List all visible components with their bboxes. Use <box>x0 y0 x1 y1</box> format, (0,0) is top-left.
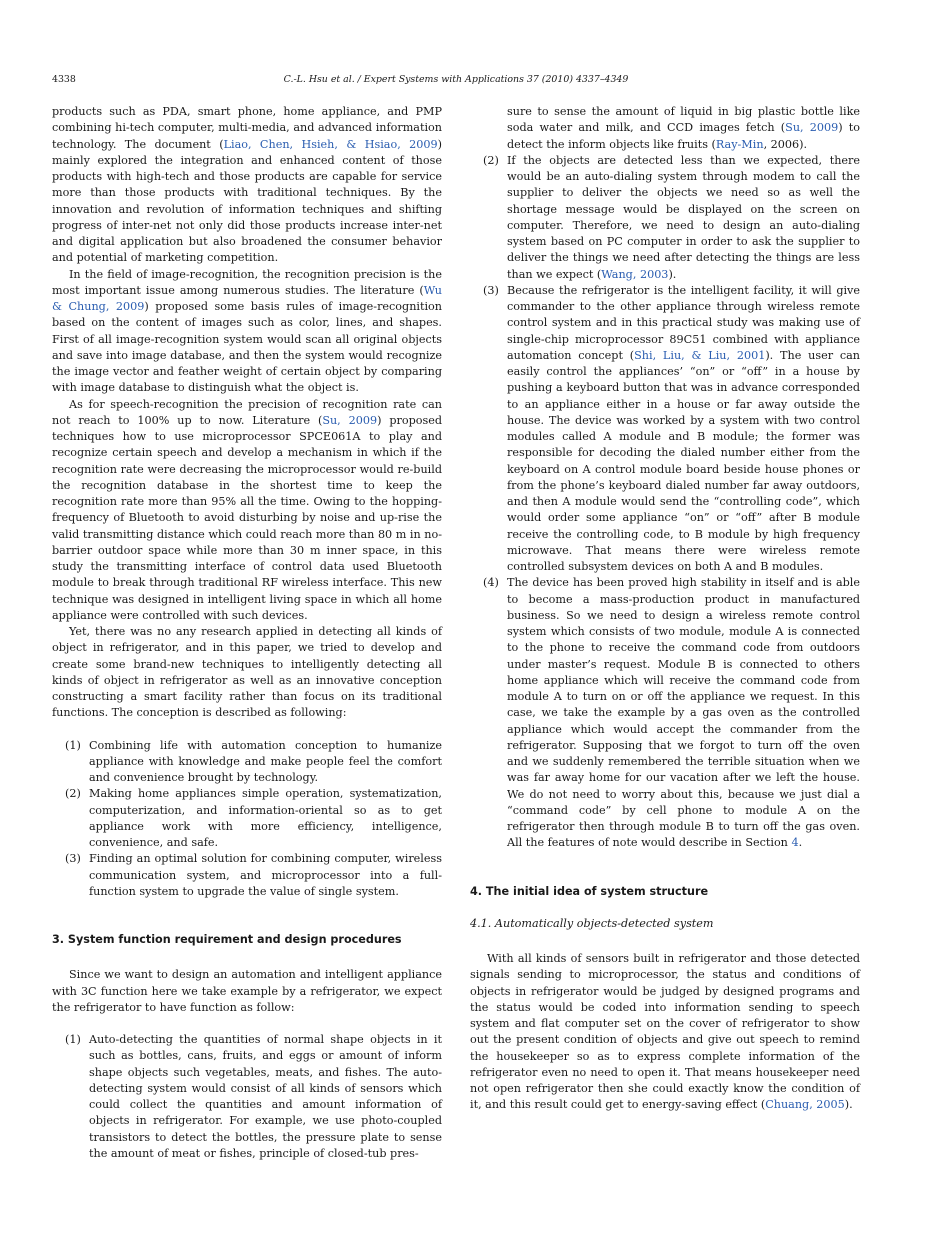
right-column <box>470 104 860 1114</box>
text: If the objects are detected less than we expected, there would be an auto-dialing system through modem to call the supplier to deliver the objects we need so as well the shortage message would be displayed on the screen on computer. Therefore, we need to design an auto-dialing system based on PC computer in order to ask the supplier to deliver the things we need after detecting the things are less than we expect ( <box>507 153 860 281</box>
section-link[interactable]: 4 <box>791 836 799 850</box>
list-number: (2) <box>65 787 81 801</box>
section-heading: 4. The initial idea of system structure <box>470 884 709 898</box>
citation-link[interactable]: Su, 2009 <box>322 413 378 427</box>
text: . <box>798 836 803 850</box>
list-number: (3) <box>483 283 499 297</box>
list-text: Auto-detecting the quantities of normal shape objects in it such as bottles, cans, fruits, and eggs or amount of inform shape objects such vegetables, meats, and fishes. The auto-detecting system would consist of all kinds of sensors which could collect the quantities and amount information of objects in refrigerator. For example, we use photo-coupled transistors to detect the bottles, the pressure plate to sense the amount of meat or fishes, principle of closed-tub pres- <box>89 1033 442 1160</box>
text: ) mainly explored the integration and enhanced content of those products with high-tech and those products are capable for service more than those products with traditional techniques. By the innovation and revolution of information techniques and shifting progress of inter-net not only did those products increase inter-net and digital application but also broadened the consumer behavior and potential of marketing competition. <box>52 137 442 265</box>
text: sure to sense the amount of liquid in big plastic bottle like soda water and milk, and CCD images fetch ( <box>507 105 860 135</box>
list-item <box>52 851 442 900</box>
page-header <box>52 73 860 87</box>
list-text: Combining life with automation conception to humanize appliance with knowledge and make people feel the comfort and convenience brought by technology. <box>89 738 442 784</box>
list-number: (1) <box>65 738 81 752</box>
list-item <box>52 1032 442 1162</box>
text: With all kinds of sensors built in refrigerator and those detected signals sending to microprocessor, the status and conditions of objects in refrigerator would be judged by designed programs and the status would be coded into information sending to speech system and flat computer set on the cover of refrigerator to show out the present condition of objects and give out speech to remind the housekeeper so as to express complete information of the refrigerator even no need to open it. That means housekeeper need not open refrigerator then she could exactly know the condition of it, and this result could get to energy-saving effect ( <box>470 952 860 1112</box>
list-number: (4) <box>483 576 499 590</box>
citation-link[interactable]: Chuang, 2005 <box>765 1098 845 1112</box>
text: The device has been proved high stability in itself and is able to become a mass-production product in manufactured business. So we need to design a wireless remote control system which consists of two module, module A is connected to the phone to receive the command code from outdoors under master’s request. Module B is connected to others home appliance which will receive the command code from module A to turn on or off the appliance we request. In this case, we take the example by a gas oven as the controlled appliance which would accept the commander from the refrigerator. Supposing that we forgot to turn off the oven and we suddenly remembered the terrible situation when we was far away home for our vacation after we left the house. We do not need to worry about this, because we just dial a “command code” by cell phone to module A on the refrigerator then through module B to turn off the gas oven. All the features of note would describe in Section <box>507 576 860 850</box>
subsection-heading: 4.1. Automatically objects-detected system <box>470 916 714 930</box>
citation-link[interactable]: Wu & Chung, 2009 <box>52 283 442 313</box>
running-head: C.-L. Hsu et al. / Expert Systems with Applications 37 (2010) 4337–4349 <box>283 74 629 85</box>
paragraph <box>52 397 442 625</box>
list-number: (3) <box>65 852 81 866</box>
text: products such as PDA, smart phone, home appliance, and PMP combining hi-tech computer, multi-media, and advanced information technology. The document ( <box>52 105 442 151</box>
list-number: (2) <box>483 153 499 167</box>
paragraph <box>470 951 860 1114</box>
requirement-list-continued <box>470 104 860 852</box>
citation-link[interactable]: Liao, Chen, Hsieh, & Hsiao, 2009 <box>223 137 438 151</box>
text: ) proposed techniques how to use microprocessor SPCE061A to play and recognize certain speech and develop a mechanism in which if the recognition rate were decreasing the microprocessor would re-build the recognition database in the shortest time to keep the recognition rate more than 95% all the time. Owing to the hopping-frequency of Bluetooth to avoid disturbing by noise and up-rise the valid transmitting distance which could reach more than 80 m in no-barrier outdoor space while more than 30 m inner space, in this study the transmitting interface of control data used Bluetooth module to break through traditional RF wireless interface. This new technique was designed in intelligent living space in which all home appliance were controlled with such devices. <box>52 413 443 622</box>
citation-link[interactable]: Ray-Min <box>715 137 764 151</box>
text: In the field of image-recognition, the recognition precision is the most important issue among numerous studies. The literature ( <box>52 267 442 297</box>
paragraph <box>52 267 442 397</box>
paragraph: Since we want to design an automation and intelligent appliance with 3C function here we take example by a refrigerator, we expect the refrigerator to have function as follow: <box>52 968 442 1014</box>
text: ) to detect the inform objects like fruits ( <box>507 121 861 151</box>
text: Because the refrigerator is the intelligent facility, it will give commander to the other appliance through wireless remote control system and in this practical study was making use of single-chip microprocessor 89C51 combined with appliance automation concept ( <box>507 283 860 362</box>
conception-list <box>52 738 442 901</box>
list-item <box>52 738 442 787</box>
page-number: 4338 <box>52 74 76 85</box>
list-number: (1) <box>65 1033 81 1046</box>
citation-link[interactable]: Wang, 2003 <box>601 267 669 281</box>
list-text: Making home appliances simple operation, systematization, computerization, and information-oriental so as to get appliance work with more efficiency, intelligence, convenience, and safe. <box>89 787 442 849</box>
text: ). <box>844 1098 853 1112</box>
list-item <box>52 786 442 851</box>
paragraph: Yet, there was no any research applied in detecting all kinds of object in refrigerator, and in this paper, we tried to develop and create some brand-new techniques to intelligently detecting all kinds of object in refrigerator as well as an innovative conception constructing a smart facility rather than focus on its traditional functions. The conception is described as following: <box>52 625 442 720</box>
section-heading: 3. System function requirement and design procedures <box>52 933 402 946</box>
left-column <box>52 104 442 1162</box>
citation-link[interactable]: Su, 2009 <box>785 121 839 135</box>
text: ) proposed some basis rules of image-recognition based on the content of images such as color, lines, and shapes. First of all image-recognition system would scan all original objects and save into image database, and then the system would recognize the image vector and feather weight of certain object by comparing with image database to distinguish what the object is. <box>52 300 442 395</box>
requirement-list <box>52 1032 442 1162</box>
text: , 2006). <box>763 137 808 151</box>
list-item <box>470 575 860 851</box>
text: As for speech-recognition the precision of recognition rate can not reach to 100% up to now. Literature ( <box>52 397 442 427</box>
list-item <box>470 153 860 283</box>
paragraph <box>52 104 442 267</box>
text: ). <box>668 267 677 281</box>
list-text: Finding an optimal solution for combining computer, wireless communication system, and microprocessor into a full-function system to upgrade the value of single system. <box>89 852 442 898</box>
text: ). The user can easily control the appliances’ “on” or “off” in a house by pushing a keyboard button that was in advance corresponded to an appliance either in a house or far away outside the house. The device was worked by a system with two control modules called A module and B module; the former was responsible for decoding the dialed number either from the keyboard on A control module board beside house phones or from the phone’s keyboard dialed number far away outdoors, and then A module would send the “controlling code”, which would order some appliance “on” or “off” after B module receive the controlling code, to B module by high frequency microwave. That means there were wireless remote controlled subsystem devices on both A and B modules. <box>507 348 860 573</box>
list-item <box>470 283 860 576</box>
list-item <box>470 104 860 153</box>
citation-link[interactable]: Shi, Liu, & Liu, 2001 <box>634 348 766 362</box>
